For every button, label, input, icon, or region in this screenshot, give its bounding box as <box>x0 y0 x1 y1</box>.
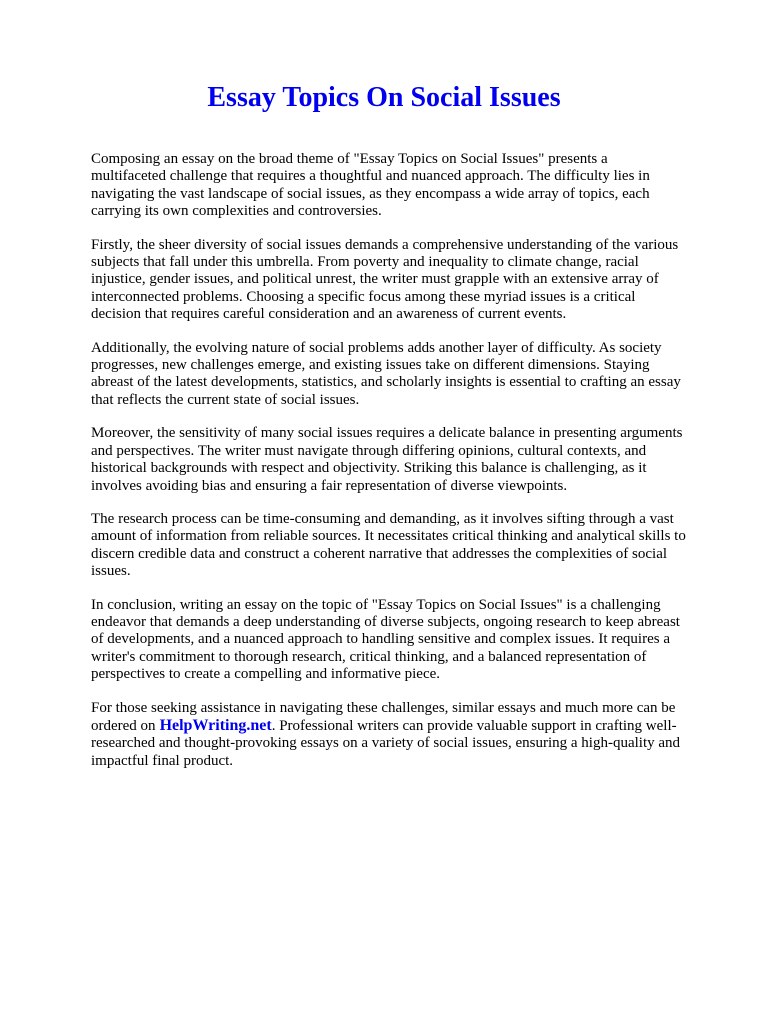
paragraph-closing <box>91 700 686 771</box>
closing-text-after-link: . Professional writers can provide valuable support in crafting well-researched and thought-provoking essays on a variety of social issues, ensuring a high-quality and impactful final product. <box>91 717 681 769</box>
paragraph-conclusion: In conclusion, writing an essay on the topic of "Essay Topics on Social Issues" is a challenging endeavor that demands a deep understanding of diverse subjects, ongoing research to keep abreast of developments, and a nuanced approach to handling sensitive and complex issues. It requires a writer's commitment to thorough research, critical thinking, and a balanced representation of perspectives to create a compelling and informative piece. <box>91 596 680 683</box>
document-title: Essay Topics On Social Issues <box>207 82 561 113</box>
paragraph-research-process: The research process can be time-consuming and demanding, as it involves sifting through a vast amount of information from reliable sources. It necessitates critical thinking and analytical skills to discern credible data and construct a coherent narrative that addresses the complexities of social issues. <box>91 510 686 580</box>
closing-text-before-link: For those seeking assistance in navigating these challenges, similar essays and much more can be ordered on <box>91 699 676 734</box>
paragraph-intro: Composing an essay on the broad theme of "Essay Topics on Social Issues" presents a multifaceted challenge that requires a thoughtful and nuanced approach. The difficulty lies in navigating the vast landscape of social issues, as they encompass a wide array of topics, each carrying its own complexities and controversies. <box>91 151 650 220</box>
helpwriting-link[interactable]: HelpWriting.net <box>159 716 272 734</box>
paragraph-sensitivity: Moreover, the sensitivity of many social issues requires a delicate balance in presenting arguments and perspectives. The writer must navigate through differing opinions, cultural contexts, and historical backgrounds with respect and objectivity. Striking this balance is challenging, as it involves avoiding bias and ensuring a fair representation of diverse viewpoints. <box>91 425 683 494</box>
paragraph-evolving-nature: Additionally, the evolving nature of social problems adds another layer of difficulty. As society progresses, new challenges emerge, and existing issues take on different dimensions. Staying abreast of the latest developments, statistics, and scholarly insights is essential to crafting an essay that reflects the current state of social issues. <box>91 339 681 408</box>
paragraph-diversity: Firstly, the sheer diversity of social issues demands a comprehensive understanding of the various subjects that fall under this umbrella. From poverty and inequality to climate change, racial injustice, gender issues, and political unrest, the writer must grapple with an extensive array of interconnected problems. Choosing a specific focus among these myriad issues is a critical decision that requires careful consideration and an awareness of current events. <box>91 236 679 323</box>
